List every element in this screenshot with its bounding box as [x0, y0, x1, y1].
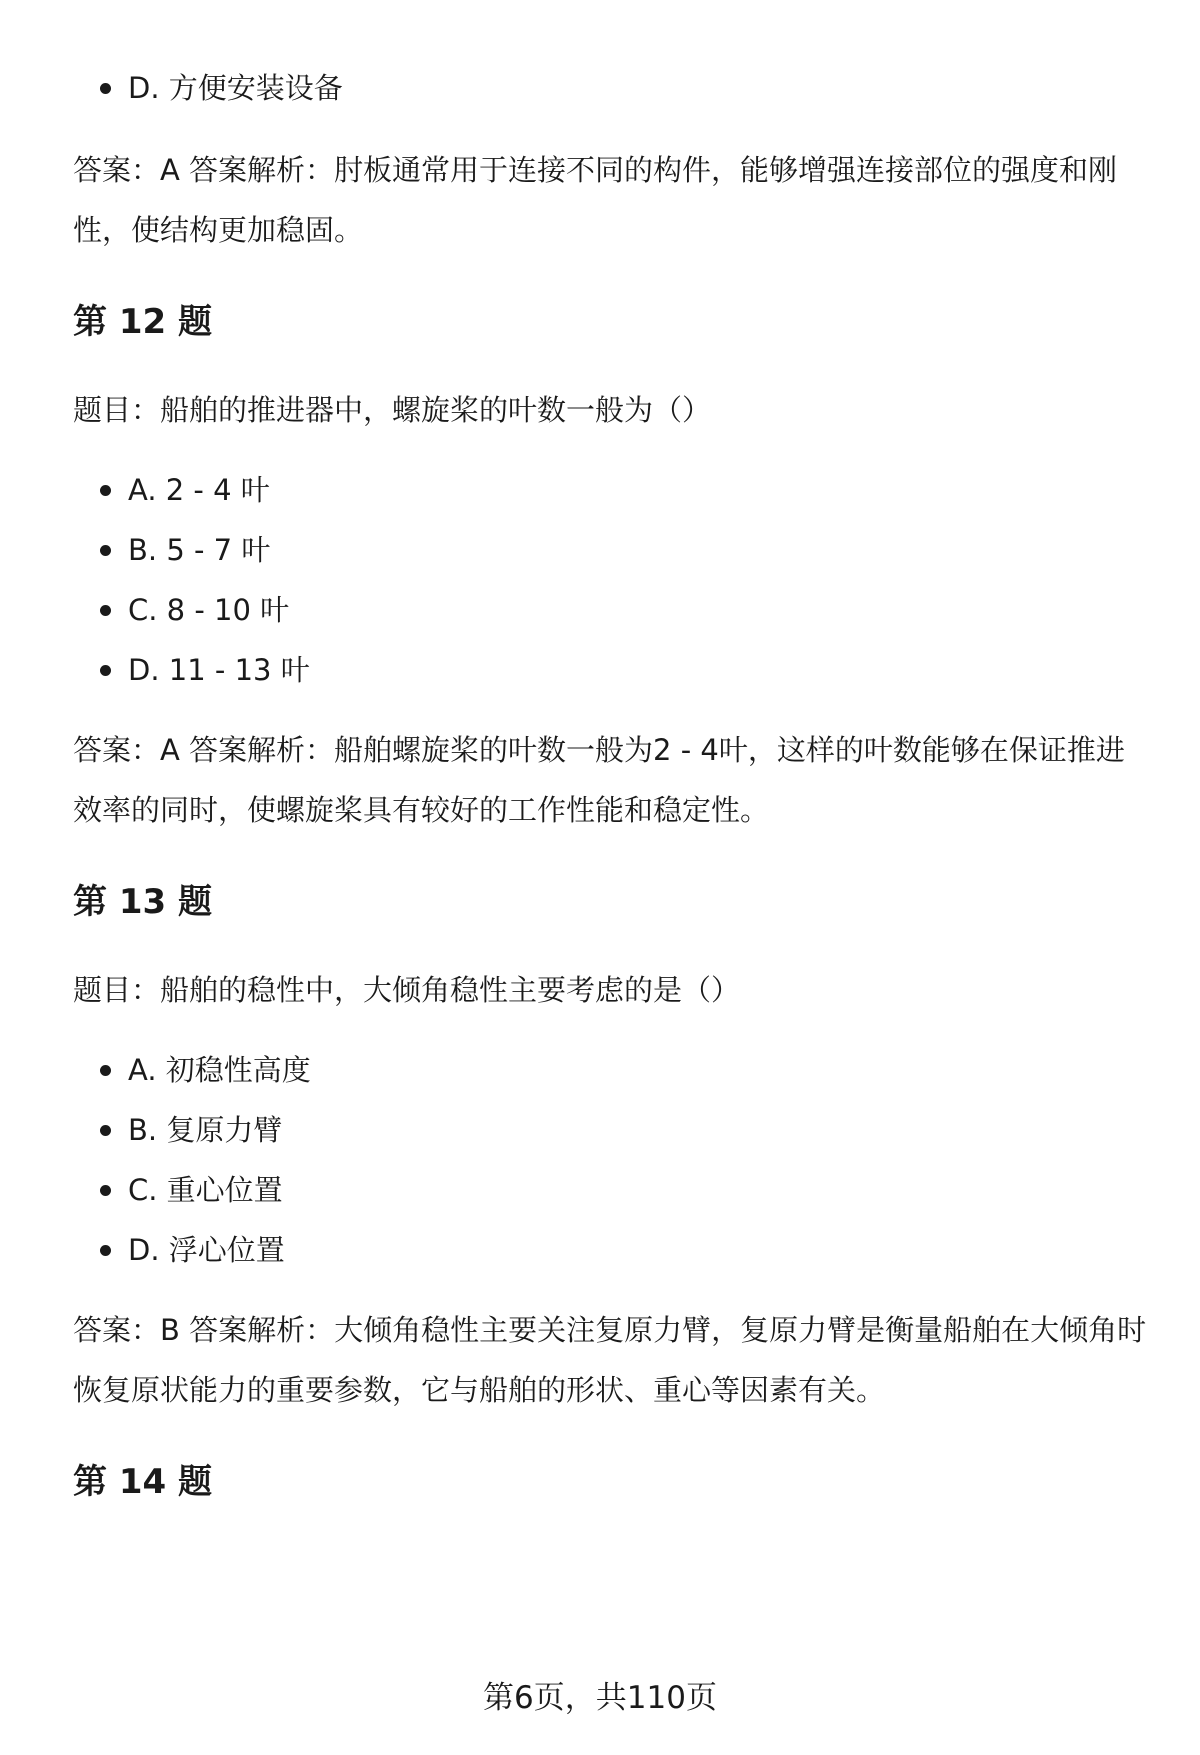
- question-13-prompt: 题目：船舶的稳性中，大倾角稳性主要考虑的是（）: [73, 973, 741, 1007]
- bullet-icon: [100, 1125, 111, 1136]
- prev-question-options: [73, 58, 1153, 118]
- bullet-icon: [100, 545, 111, 556]
- option-text: A. 初稳性高度: [128, 1053, 311, 1087]
- option-text: D. 浮心位置: [128, 1233, 285, 1267]
- page-content: [73, 58, 1153, 1512]
- option-item: [73, 580, 1153, 640]
- option-text: A. 2 - 4 叶: [128, 473, 270, 507]
- option-text: D. 方便安装设备: [128, 71, 343, 105]
- page-footer: 第6页，共110页: [483, 1680, 717, 1716]
- option-item: [73, 520, 1153, 580]
- bullet-icon: [100, 1065, 111, 1076]
- question-13-answer: 答案：B 答案解析：大倾角稳性主要关注复原力臂，复原力臂是衡量船舶在大倾角时恢复原状能力的重要参数，它与船舶的形状、重心等因素有关。: [73, 1313, 1147, 1407]
- bullet-icon: [100, 485, 111, 496]
- option-item: [73, 1160, 1153, 1220]
- question-12-prompt: 题目：船舶的推进器中，螺旋桨的叶数一般为（）: [73, 393, 712, 427]
- option-item: [73, 1040, 1153, 1100]
- question-13-heading: 第 13 题: [73, 882, 212, 922]
- option-item: [73, 460, 1153, 520]
- option-text: C. 重心位置: [128, 1173, 283, 1207]
- bullet-icon: [100, 1245, 111, 1256]
- option-text: C. 8 - 10 叶: [128, 593, 290, 627]
- bullet-icon: [100, 665, 111, 676]
- option-text: B. 复原力臂: [128, 1113, 283, 1147]
- bullet-icon: [100, 1185, 111, 1196]
- option-text: D. 11 - 13 叶: [128, 653, 310, 687]
- option-text: B. 5 - 7 叶: [128, 533, 271, 567]
- question-12-heading: 第 12 题: [73, 302, 212, 342]
- option-item: [73, 1100, 1153, 1160]
- bullet-icon: [100, 605, 111, 616]
- option-item: [73, 1220, 1153, 1280]
- option-item: [73, 58, 1153, 118]
- question-14-heading: 第 14 题: [73, 1462, 212, 1502]
- bullet-icon: [100, 83, 111, 94]
- question-12-options: [73, 460, 1153, 700]
- question-13-options: [73, 1040, 1153, 1280]
- prev-question-answer: 答案：A 答案解析：肘板通常用于连接不同的构件，能够增强连接部位的强度和刚性，使结构更加稳固。: [73, 153, 1118, 247]
- question-12-answer: 答案：A 答案解析：船舶螺旋桨的叶数一般为2 - 4叶，这样的叶数能够在保证推进效率的同时，使螺旋桨具有较好的工作性能和稳定性。: [73, 733, 1125, 827]
- option-item: [73, 640, 1153, 700]
